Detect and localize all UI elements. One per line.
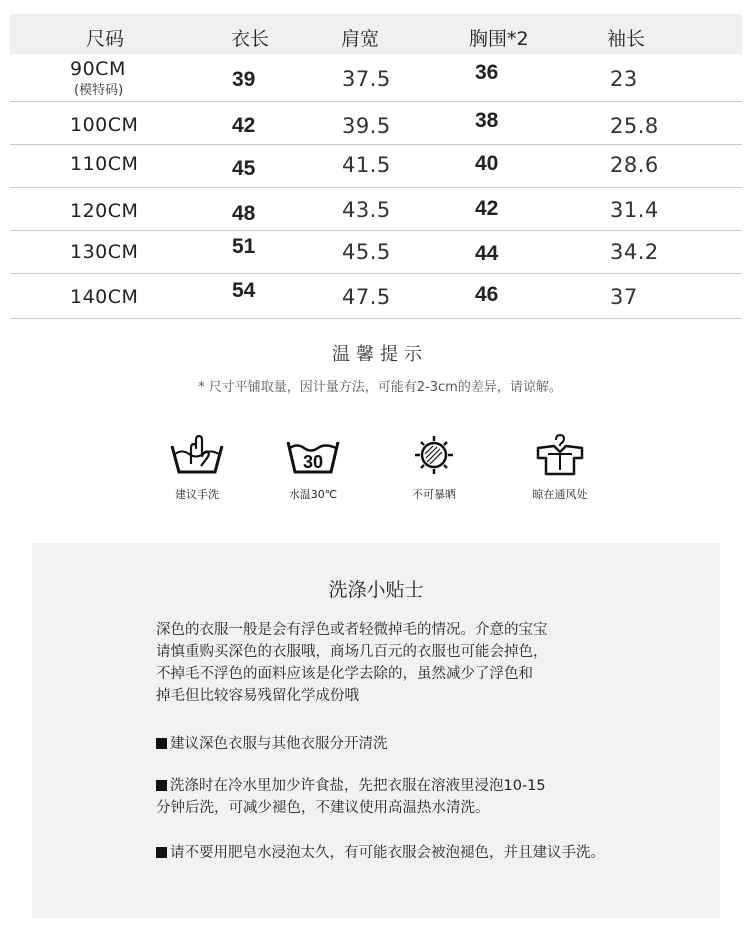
size-table [10,14,742,319]
care-label: 不可暴晒 [412,488,456,501]
bullet-square-icon [156,847,167,858]
shoulder-cell: 37.5 [342,67,391,91]
header-length: 衣长 [231,28,270,50]
intro-line: 深色的衣服一般是会有浮色或者轻微掉毛的情况。介意的宝宝 [156,622,548,638]
header-size: 尺码 [86,28,125,50]
size-cell: 100CM [70,114,139,136]
chest-cell: 46 [475,283,499,306]
tip-text: 建议深色衣服与其他衣服分开清洗 [170,736,388,752]
table-header [10,14,742,54]
length-cell: 48 [232,202,256,225]
washing-tip-1 [156,733,636,755]
size-cell: 130CM [70,241,139,263]
bullet-square-icon [156,738,167,749]
header-shoulder: 肩宽 [341,28,380,50]
shoulder-cell: 39.5 [342,114,391,138]
length-cell: 45 [232,157,256,180]
table-row [10,102,742,145]
care-no-sun [369,432,499,502]
chest-cell: 36 [475,61,499,84]
washing-tips-title: 洗涤小贴士 [328,579,424,601]
table-row [10,188,742,231]
washing-tip-3 [156,842,716,864]
hang-dry-icon [495,432,625,478]
size-cell: 90CM [70,58,126,80]
washing-tip-2 [156,775,636,819]
care-hang-dry [495,432,625,502]
hand-wash-icon [132,432,262,478]
care-hand-wash [132,432,262,502]
intro-line: 请慎重购买深色的衣服哦，商场几百元的衣服也可能会掉色， [156,644,548,660]
tip-text: 请不要用肥皂水浸泡太久，有可能衣服会被泡褪色，并且建议手洗。 [170,845,605,861]
care-label: 建议手洗 [175,488,219,501]
sleeve-cell: 34.2 [610,240,659,264]
care-wash-30 [248,432,378,502]
sleeve-cell: 37 [610,285,638,309]
tip-text: 洗涤时在冷水里加少许食盐，先把衣服在溶液里浸泡10-15 [170,778,546,794]
no-sun-icon [369,432,499,478]
chest-cell: 40 [475,152,499,175]
shoulder-cell: 43.5 [342,198,391,222]
washing-intro [156,619,636,707]
care-label: 晾在通风处 [532,488,588,501]
size-cell: 110CM [70,153,139,175]
chest-cell: 42 [475,197,499,220]
length-cell: 54 [232,279,256,302]
intro-line: 掉毛但比较容易残留化学成份哦 [156,688,359,704]
size-cell: 120CM [70,200,139,222]
header-sleeve: 袖长 [607,28,646,50]
table-row [10,231,742,274]
tip-text: 分钟后洗，可减少褪色，不建议使用高温热水清洗。 [156,800,490,816]
chest-cell: 44 [475,242,499,265]
length-cell: 42 [232,114,256,137]
sleeve-cell: 25.8 [610,114,659,138]
table-row [10,145,742,188]
care-label: 水温30℃ [288,488,338,501]
size-cell: 140CM [70,286,139,308]
table-row [10,54,742,102]
table-row [10,274,742,319]
header-chest: 胸围*2 [469,28,529,50]
chest-cell: 38 [475,109,499,132]
shoulder-cell: 45.5 [342,240,391,264]
length-cell: 51 [232,235,256,258]
tips-note: * 尺寸平铺取量，因计量方法，可能有2-3cm的差异，请谅解。 [198,380,562,395]
wash-30-icon [248,432,378,478]
tips-title: 温馨提示 [332,344,428,365]
sleeve-cell: 23 [610,67,638,91]
svg-text:30: 30 [302,452,324,472]
shoulder-cell: 41.5 [342,153,391,177]
size-note: (模特码) [74,83,124,98]
intro-line: 不掉毛不浮色的面料应该是化学去除的，虽然减少了浮色和 [156,666,533,682]
washing-tips-box [32,543,720,918]
length-cell: 39 [232,68,256,91]
sleeve-cell: 31.4 [610,198,659,222]
bullet-square-icon [156,780,167,791]
shoulder-cell: 47.5 [342,285,391,309]
sleeve-cell: 28.6 [610,153,659,177]
